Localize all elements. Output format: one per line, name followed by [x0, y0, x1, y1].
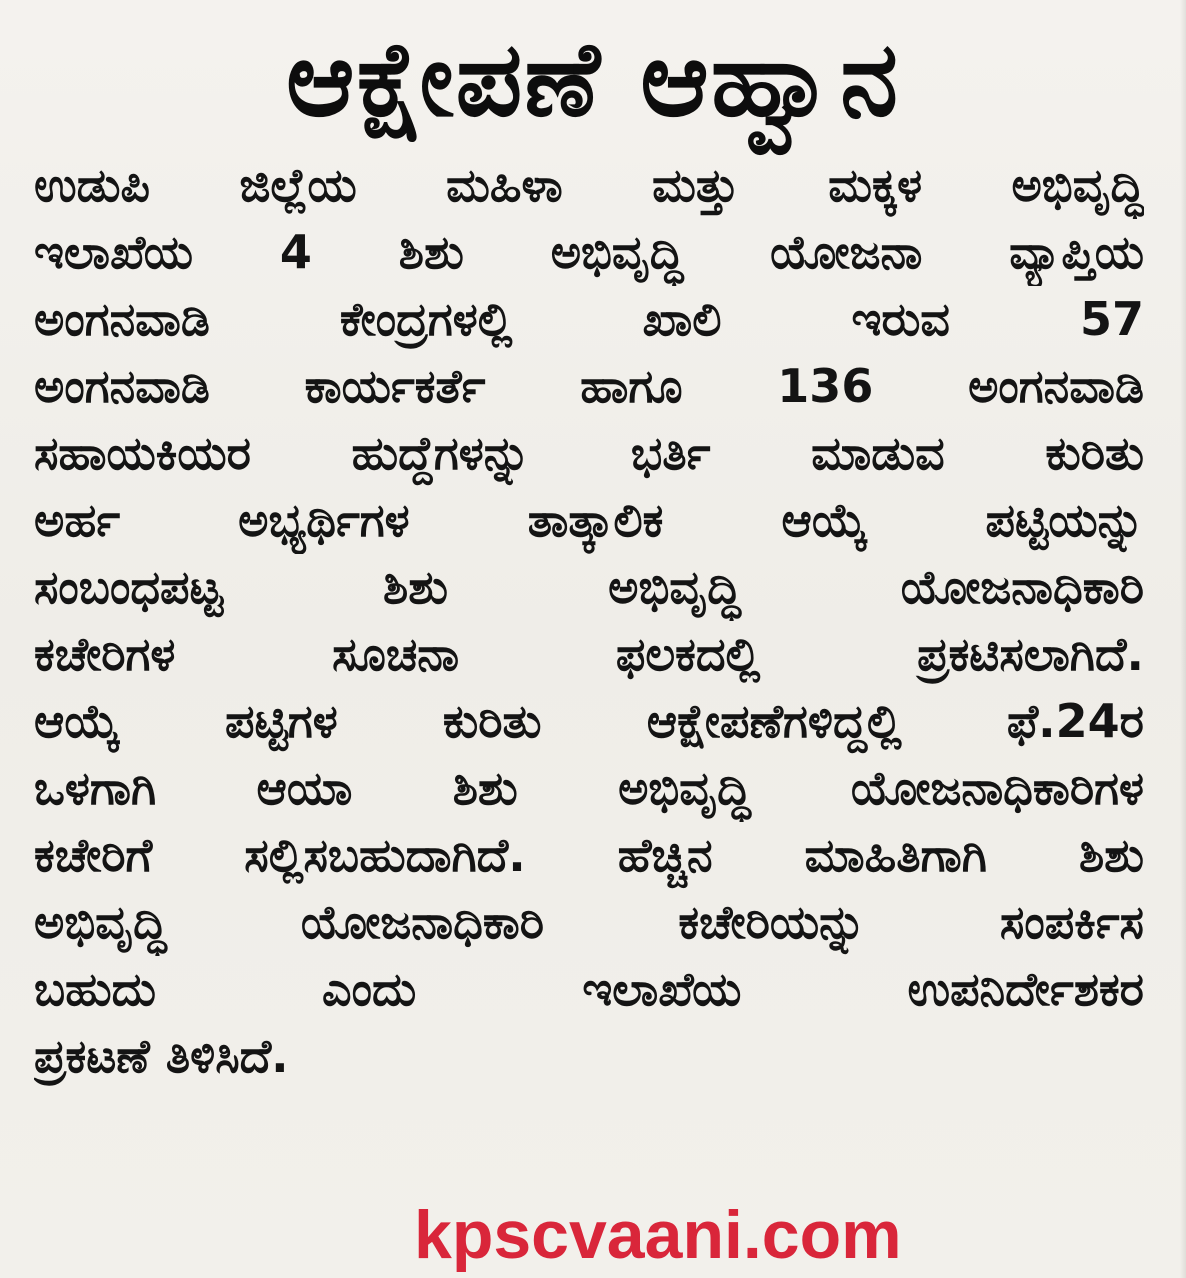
article-line: ಅಂಗನವಾಡಿ ಕೇಂದ್ರಗಳಲ್ಲಿ ಖಾಲಿ ಇರುವ 57: [34, 292, 1144, 346]
article-line: ಅರ್ಹ ಅಭ್ಯರ್ಥಿಗಳ ತಾತ್ಕಾಲಿಕ ಆಯ್ಕೆ ಪಟ್ಟಿಯನ್ನು: [34, 493, 1144, 547]
article-line: ಆಯ್ಕೆ ಪಟ್ಟಿಗಳ ಕುರಿತು ಆಕ್ಷೇಪಣೆಗಳಿದ್ದಲ್ಲಿ ಫೆ.24ರ: [34, 694, 1144, 748]
article-body: [34, 152, 1144, 1090]
article-headline: ಆಕ್ಷೇಪಣೆ ಆಹ್ವಾನ: [285, 18, 901, 140]
article-line: ಪ್ರಕಟಣೆ ತಿಳಿಸಿದೆ.: [34, 1029, 289, 1083]
article-line: ಕಚೇರಿಗಳ ಸೂಚನಾ ಫಲಕದಲ್ಲಿ ಪ್ರಕಟಿಸಲಾಗಿದೆ.: [34, 627, 1144, 681]
article-line: ಸಹಾಯಕಿಯರ ಹುದ್ದೆಗಳನ್ನು ಭರ್ತಿ ಮಾಡುವ ಕುರಿತು: [34, 426, 1144, 480]
article-line: ಉಡುಪಿ ಜಿಲ್ಲೆಯ ಮಹಿಳಾ ಮತ್ತು ಮಕ್ಕಳ ಅಭಿವೃದ್ಧಿ: [34, 158, 1144, 212]
article-line: ಅಭಿವೃದ್ಧಿ ಯೋಜನಾಧಿಕಾರಿ ಕಚೇರಿಯನ್ನು ಸಂಪರ್ಕಿಸ: [34, 895, 1144, 949]
article-line: ಕಚೇರಿಗೆ ಸಲ್ಲಿಸಬಹುದಾಗಿದೆ. ಹೆಚ್ಚಿನ ಮಾಹಿತಿಗಾಗಿ ಶಿಶು: [34, 828, 1144, 882]
watermark-text: kpscvaani.com: [414, 1197, 902, 1273]
article-line: ಬಹುದು ಎಂದು ಇಲಾಖೆಯ ಉಪನಿರ್ದೇಶಕರ: [34, 962, 1144, 1016]
page-edge-shadow: [1180, 0, 1186, 1278]
article-line: ಒಳಗಾಗಿ ಆಯಾ ಶಿಶು ಅಭಿವೃದ್ಧಿ ಯೋಜನಾಧಿಕಾರಿಗಳ: [34, 761, 1144, 815]
article-line: ಸಂಬಂಧಪಟ್ಟ ಶಿಶು ಅಭಿವೃದ್ಧಿ ಯೋಜನಾಧಿಕಾರಿ: [34, 560, 1144, 614]
article-line: ಅಂಗನವಾಡಿ ಕಾರ್ಯಕರ್ತೆ ಹಾಗೂ 136 ಅಂಗನವಾಡಿ: [34, 359, 1144, 413]
article-line: ಇಲಾಖೆಯ 4 ಶಿಶು ಅಭಿವೃದ್ಧಿ ಯೋಜನಾ ವ್ಯಾಪ್ತಿಯ: [34, 225, 1144, 279]
